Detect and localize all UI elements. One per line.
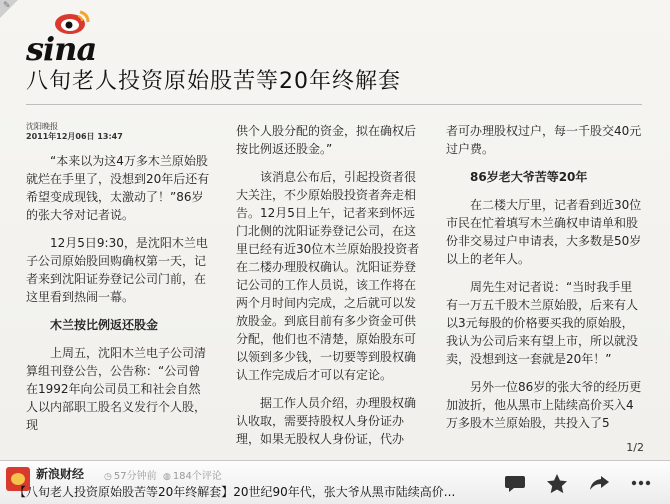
share-button[interactable] bbox=[588, 473, 610, 493]
paragraph: 据工作人员介绍，办理股权确认收取，需要持股权人身份证办理，如果无股权人身份证，代办 bbox=[236, 396, 417, 446]
paragraph: 在二楼大厅里，记者看到近30位市民在忙着填写木兰确权申请单和股份非交易过户申请表，大多数是50岁以上的老年人。 bbox=[446, 198, 642, 266]
article-date: 2011年12月06日 13:47 bbox=[26, 132, 123, 141]
comment-count-icon: ◍ bbox=[162, 472, 171, 482]
more-button[interactable] bbox=[630, 473, 652, 493]
paragraph: 供个人股分配的资金，拟在确权后按比例返还股金。” bbox=[236, 124, 417, 156]
favorite-button[interactable] bbox=[546, 473, 568, 493]
share-icon bbox=[588, 473, 610, 493]
article-summary[interactable]: 【八旬老人投资原始股苦等20年终解套】20世纪90年代，张大爷从黑市陆续高价... bbox=[14, 485, 456, 499]
title-divider bbox=[26, 104, 642, 105]
paragraph: 周先生对记者说：“当时我手里有一万五千股木兰原始股，后来有人以3元每股的价格要买我的原始股，我认为公司后来有望上市，所以就没卖，没想到这一套就是20年！” bbox=[446, 280, 639, 366]
paragraph: 者可办理股权过户，每一千股交40元过户费。 bbox=[446, 124, 642, 156]
comment-button[interactable] bbox=[504, 473, 526, 493]
edit-icon[interactable]: ✎ bbox=[3, 1, 11, 11]
more-icon bbox=[630, 473, 652, 493]
subheading: 86岁老大爷苦等20年 bbox=[470, 170, 588, 184]
paragraph: 该消息公布后，引起投资者很大关注，不少原始股投资者奔走相告。12月5日上午，记者来到怀远门北侧的沈阳证券登记公司，在这里已经有近30位木兰原始股投资者在二楼办理股权确认。沈阳证券登记公司的工作人员说，该工作将在两个月时间内完成，之后就可以发放股金。到底目前有多少资金可供分配，他们也不清楚，原始股东可以领到多少钱，一切要等到股权确认工作完成后才可以有定论。 bbox=[236, 170, 420, 382]
time-ago: 57分钟前 bbox=[113, 471, 157, 482]
paragraph: 12月5日9:30，是沈阳木兰电子公司原始股回购确权第一天，记者来到沈阳证券登记公司门前，在这里看到热闹一幕。 bbox=[26, 236, 208, 304]
article-byline bbox=[26, 122, 210, 142]
article-column-2 bbox=[236, 122, 420, 458]
post-meta bbox=[104, 467, 222, 482]
paragraph: 另外一位86岁的张大爷的经历更加波折，他从黑市上陆续高价买入4万多股木兰原始股，共投入了5 bbox=[446, 380, 642, 430]
speech-bubble-icon bbox=[504, 473, 526, 493]
paragraph: “本来以为这4万多木兰原始股就烂在手里了，没想到20年后还有希望变成现钱，太激动了！”86岁的张大爷对记者说。 bbox=[26, 154, 210, 222]
paragraph: 上周五，沈阳木兰电子公司清算组刊登公告，公告称：“公司曾在1992年向公司员工和社会自然人以内部职工股名义发行个人股，现 bbox=[26, 346, 207, 432]
article-source: 沈阳晚报 bbox=[26, 122, 58, 131]
article-title: 八旬老人投资原始股苦等20年终解套 bbox=[26, 69, 401, 94]
subheading: 木兰按比例返还股金 bbox=[50, 318, 159, 332]
action-buttons bbox=[504, 473, 652, 493]
star-icon bbox=[546, 473, 568, 493]
clock-icon: ◷ bbox=[104, 472, 112, 482]
bottom-toolbar bbox=[0, 460, 670, 504]
article-column-3 bbox=[446, 122, 642, 442]
page-indicator: 1/2 bbox=[626, 441, 644, 454]
comment-count[interactable]: 184个评论 bbox=[172, 471, 222, 482]
source-name[interactable]: 新浪财经 bbox=[36, 467, 85, 481]
sina-wordmark: sina bbox=[26, 30, 97, 68]
sina-logo bbox=[26, 6, 98, 68]
article-column-1 bbox=[26, 122, 210, 444]
